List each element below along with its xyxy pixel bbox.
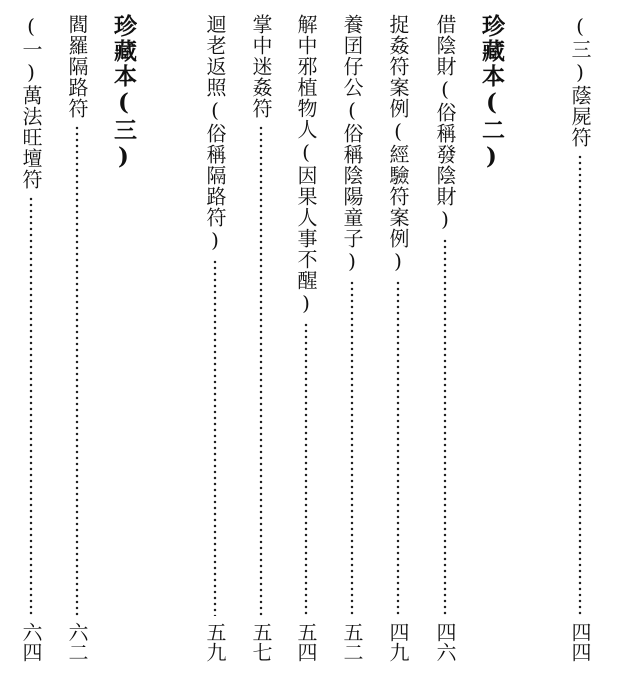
dot-leader: [29, 196, 33, 616]
toc-entry-title: 閻羅隔路符: [65, 14, 89, 119]
toc-entry-page: 五二: [340, 622, 364, 662]
toc-entry-title: (一)萬法旺壇符: [19, 14, 43, 190]
toc-entry-page: 四四: [568, 622, 592, 662]
dot-leader: [213, 259, 217, 616]
section-heading-title: 珍藏本(三): [110, 14, 137, 172]
toc-entry: [383, 14, 413, 666]
dot-leader: [259, 125, 263, 616]
toc-entry-page: 六二: [65, 622, 89, 662]
section-heading: [476, 14, 506, 666]
toc-entry: [16, 14, 46, 666]
dot-leader: [304, 322, 308, 616]
toc-entry: [337, 14, 367, 666]
section-heading: [108, 14, 138, 666]
dot-leader: [75, 125, 79, 616]
toc-entry: [246, 14, 276, 666]
toc-entry-page: 五九: [203, 622, 227, 662]
toc-entry-title: 解中邪植物人(因果人事不醒): [294, 14, 318, 316]
toc-entry-title: 迴老返照(俗稱隔路符): [203, 14, 227, 253]
dot-leader: [443, 238, 447, 616]
toc-entry: [200, 14, 230, 666]
toc-entry-title: 掌中迷姦符: [249, 14, 273, 119]
section-heading-title: 珍藏本(二): [478, 14, 505, 172]
dot-leader: [578, 154, 582, 616]
toc-entry-title: 養囝仔公(俗稱陰陽童子): [340, 14, 364, 274]
toc-entry-title: 借陰財(俗稱發陰財): [433, 14, 457, 232]
toc-entry: [565, 14, 595, 666]
dot-leader: [350, 280, 354, 616]
toc-entry: [430, 14, 460, 666]
toc-entry-page: 六四: [19, 622, 43, 662]
toc-entry-title: (三)蔭屍符: [568, 14, 592, 148]
toc-entry-page: 五四: [294, 622, 318, 662]
toc-entry-page: 五七: [249, 622, 273, 662]
toc-entry-page: 四六: [433, 622, 457, 662]
toc-entry-title: 捉姦符案例(經驗符案例): [386, 14, 410, 274]
toc-entry: [291, 14, 321, 666]
toc-entry-page: 四九: [386, 622, 410, 662]
toc-entry: [62, 14, 92, 666]
dot-leader: [396, 280, 400, 616]
